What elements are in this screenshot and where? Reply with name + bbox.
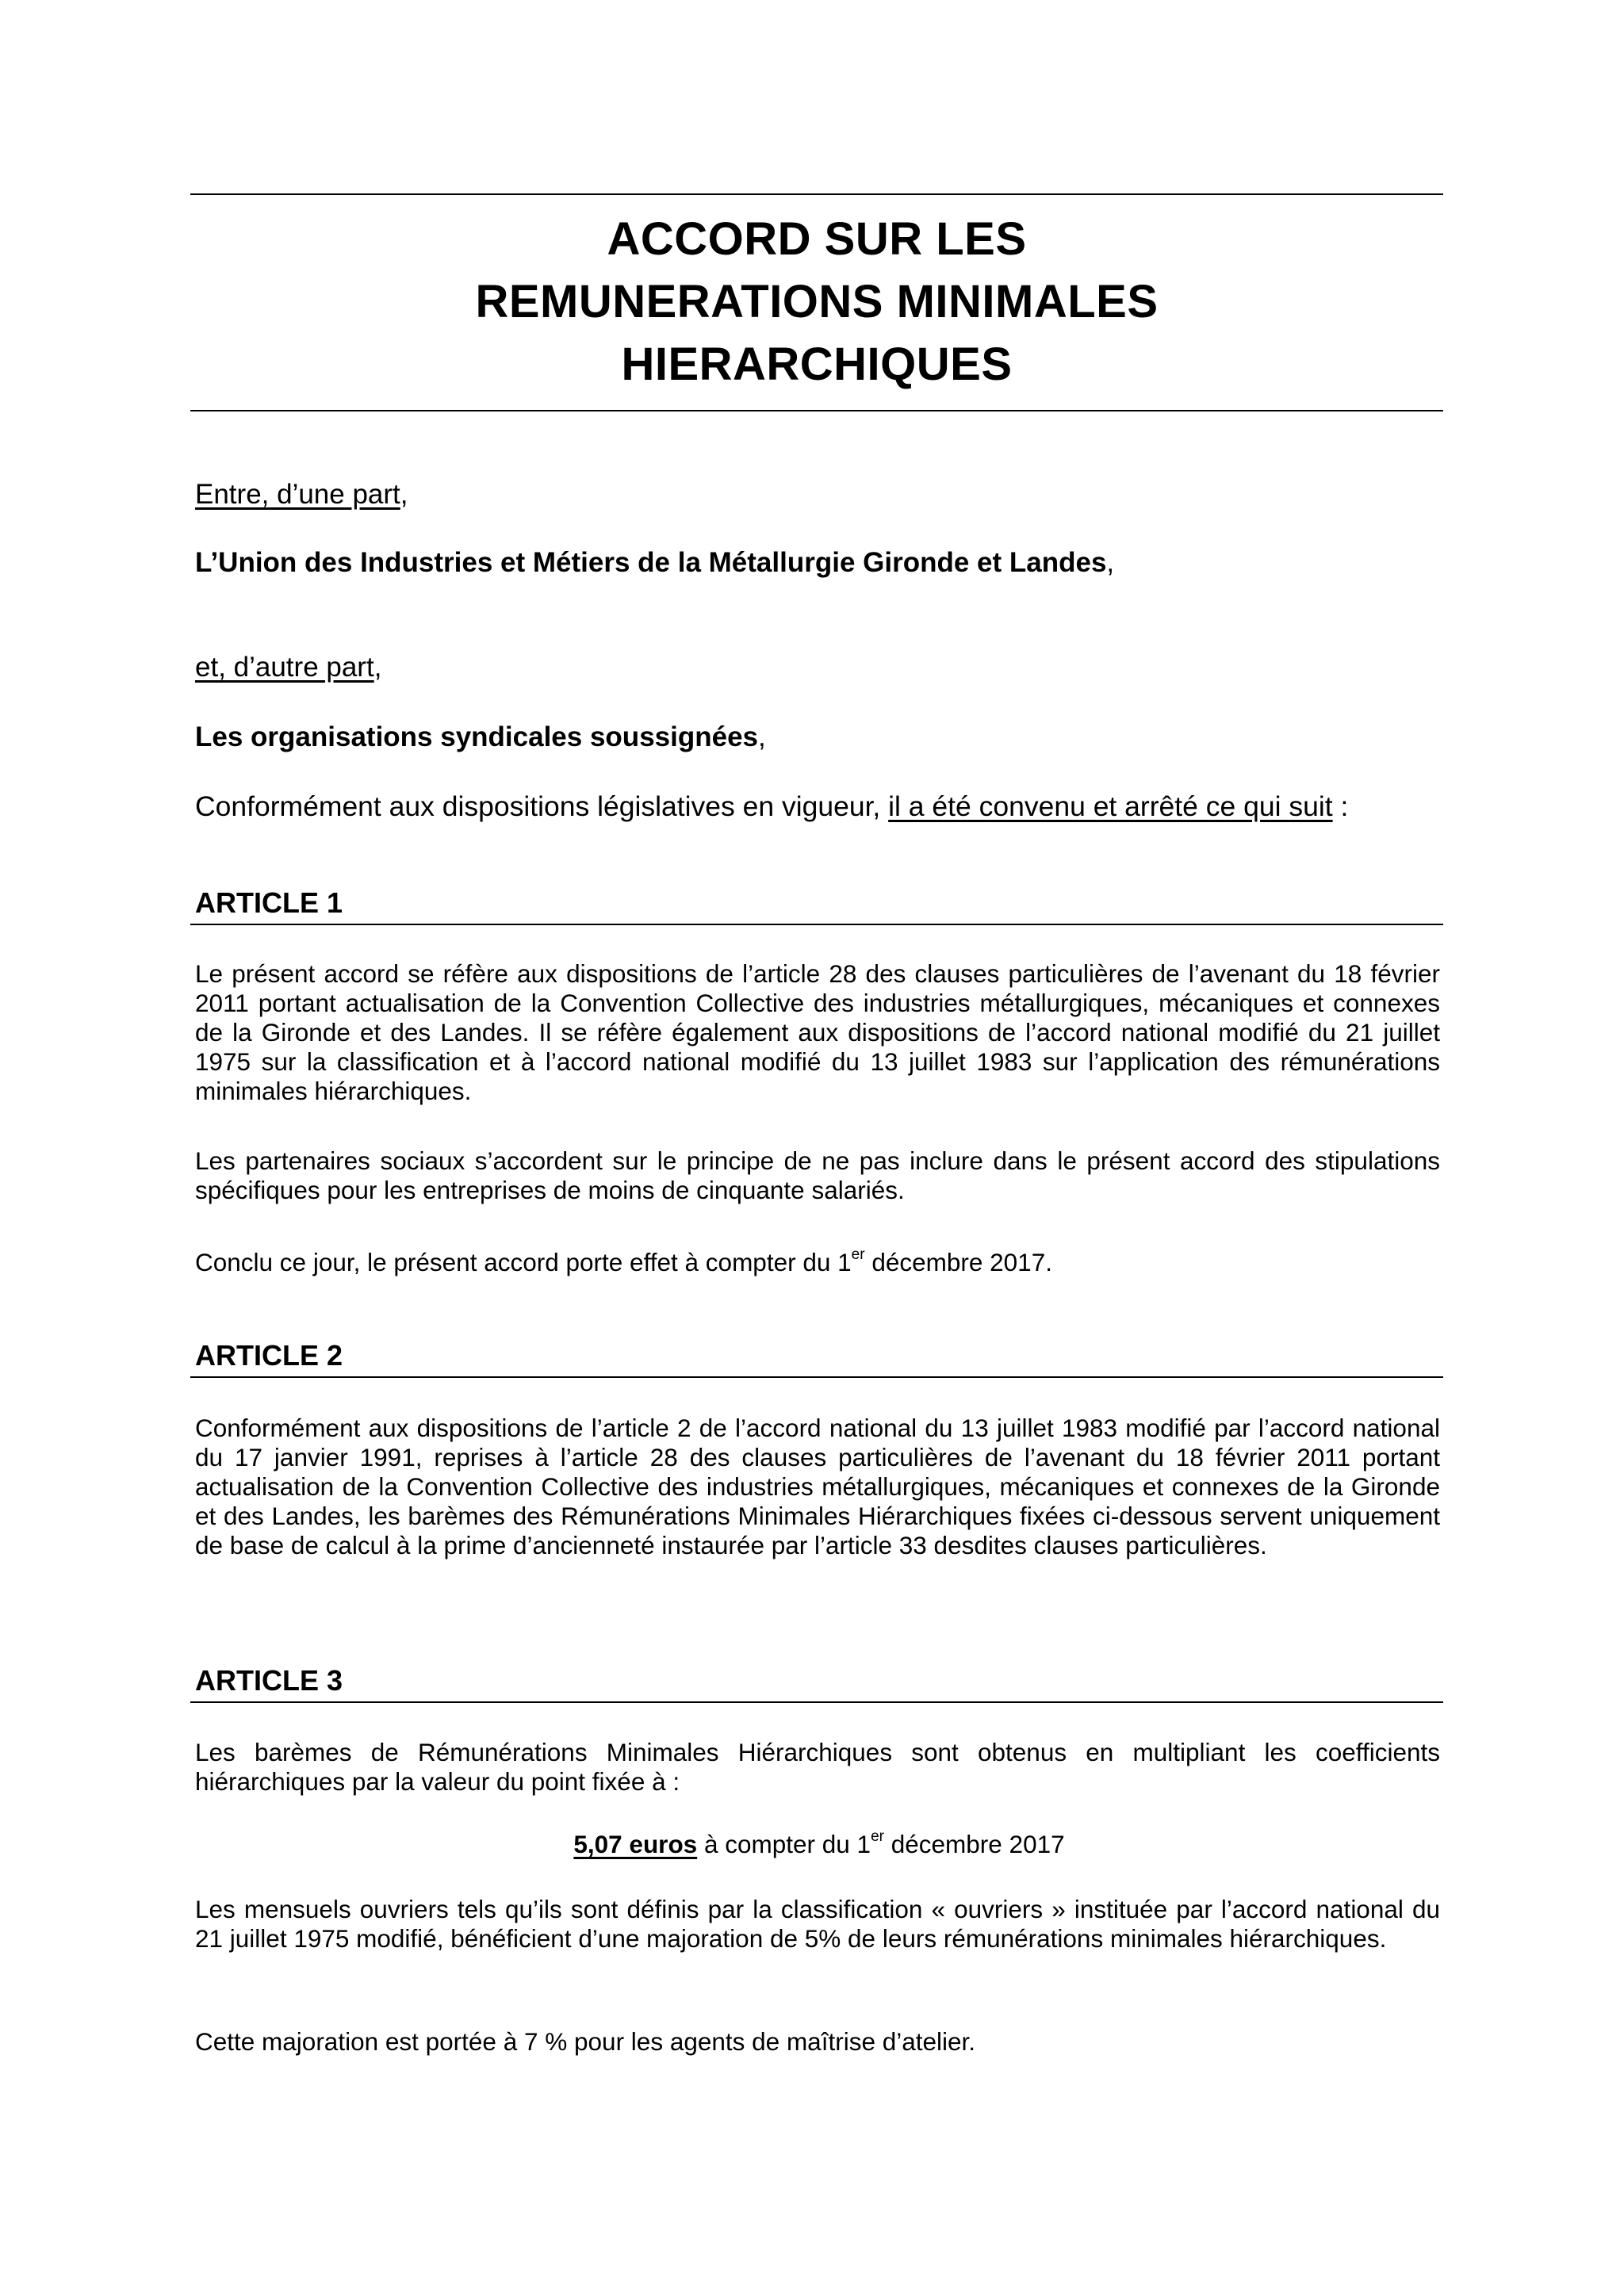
title-line-2: REMUNERATIONS MINIMALES bbox=[475, 276, 1159, 327]
party2-label: et, d’autre part bbox=[195, 652, 374, 683]
title-line-1: ACCORD SUR LES bbox=[607, 213, 1027, 265]
point-value-line: 5,07 euros à compter du 1er décembre 2017 bbox=[573, 1827, 1065, 1858]
agreement-underlined: il a été convenu et arrêté ce qui suit bbox=[888, 790, 1333, 822]
party2-name: Les organisations syndicales soussignées bbox=[195, 721, 758, 752]
article-1-paragraph-2: Les partenaires sociaux s’accordent sur le principe de ne pas inclure dans le présent accord des stipulations spécifiques pour les entreprises de moins de cinquante salariés. bbox=[195, 1146, 1440, 1204]
party1-name: L’Union des Industries et Métiers de la Métallurgie Gironde et Landes bbox=[195, 547, 1107, 578]
title-line-3: HIERARCHIQUES bbox=[621, 339, 1013, 390]
title-top-rule bbox=[190, 193, 1443, 195]
article-3-paragraph-1: Les barèmes de Rémunérations Minimales Hiérarchiques sont obtenus en multipliant les coefficients hiérarchiques par la valeur du point fixée à : bbox=[195, 1738, 1440, 1796]
article-1-paragraph-3: Conclu ce jour, le présent accord porte effet à compter du 1er décembre 2017. bbox=[195, 1246, 1052, 1276]
point-value: 5,07 euros bbox=[573, 1830, 698, 1858]
party1-label-line: Entre, d’une part, bbox=[195, 479, 408, 510]
article-2-heading: ARTICLE 2 bbox=[195, 1339, 343, 1372]
article-1-rule bbox=[190, 924, 1443, 925]
article-1-heading: ARTICLE 1 bbox=[195, 886, 343, 919]
article-3-paragraph-3: Cette majoration est portée à 7 % pour les agents de maîtrise d’atelier. bbox=[195, 2027, 976, 2056]
article-3-paragraph-2: Les mensuels ouvriers tels qu’ils sont définis par la classification « ouvriers » instituée par l’accord national du 21 juillet 1975 modifié, bénéficient d’une majoration de 5% de leurs rémunérations minimales hiérarchiques. bbox=[195, 1895, 1440, 1953]
article-3-rule bbox=[190, 1701, 1443, 1703]
party2-name-line: Les organisations syndicales soussignées, bbox=[195, 721, 766, 752]
agreement-statement: Conformément aux dispositions législatives en vigueur, il a été convenu et arrêté ce qui suit : bbox=[195, 790, 1349, 822]
document-title bbox=[190, 208, 1443, 396]
article-1-paragraph-1: Le présent accord se réfère aux dispositions de l’article 28 des clauses particulières de l’avenant du 18 février 2011 portant actualisation de la Convention Collective des industries métallurgiques, mécaniques et connexes de la Gironde et des Landes. Il se réfère également aux dispositions de l’accord national modifié du 21 juillet 1975 sur la classification et à l’accord national modifié du 13 juillet 1983 sur l’application des rémunérations minimales hiérarchiques. bbox=[195, 959, 1440, 1105]
article-3-heading: ARTICLE 3 bbox=[195, 1664, 343, 1697]
party1-name-line: L’Union des Industries et Métiers de la Métallurgie Gironde et Landes, bbox=[195, 547, 1115, 578]
party1-label: Entre, d’une part bbox=[195, 479, 400, 510]
article-2-rule bbox=[190, 1376, 1443, 1378]
title-bottom-rule bbox=[190, 410, 1443, 411]
party2-label-line: et, d’autre part, bbox=[195, 652, 382, 683]
article-2-paragraph-1: Conformément aux dispositions de l’article 2 de l’accord national du 13 juillet 1983 modifié par l’accord national du 17 janvier 1991, reprises à l’article 28 des clauses particulières de l’avenant du 18 février 2011 portant actualisation de la Convention Collective des industries métallurgiques, mécaniques et connexes de la Gironde et des Landes, les barèmes des Rémunérations Minimales Hiérarchiques fixées ci-dessous servent uniquement de base de calcul à la prime d’ancienneté instaurée par l’article 33 desdites clauses particulières. bbox=[195, 1414, 1440, 1559]
